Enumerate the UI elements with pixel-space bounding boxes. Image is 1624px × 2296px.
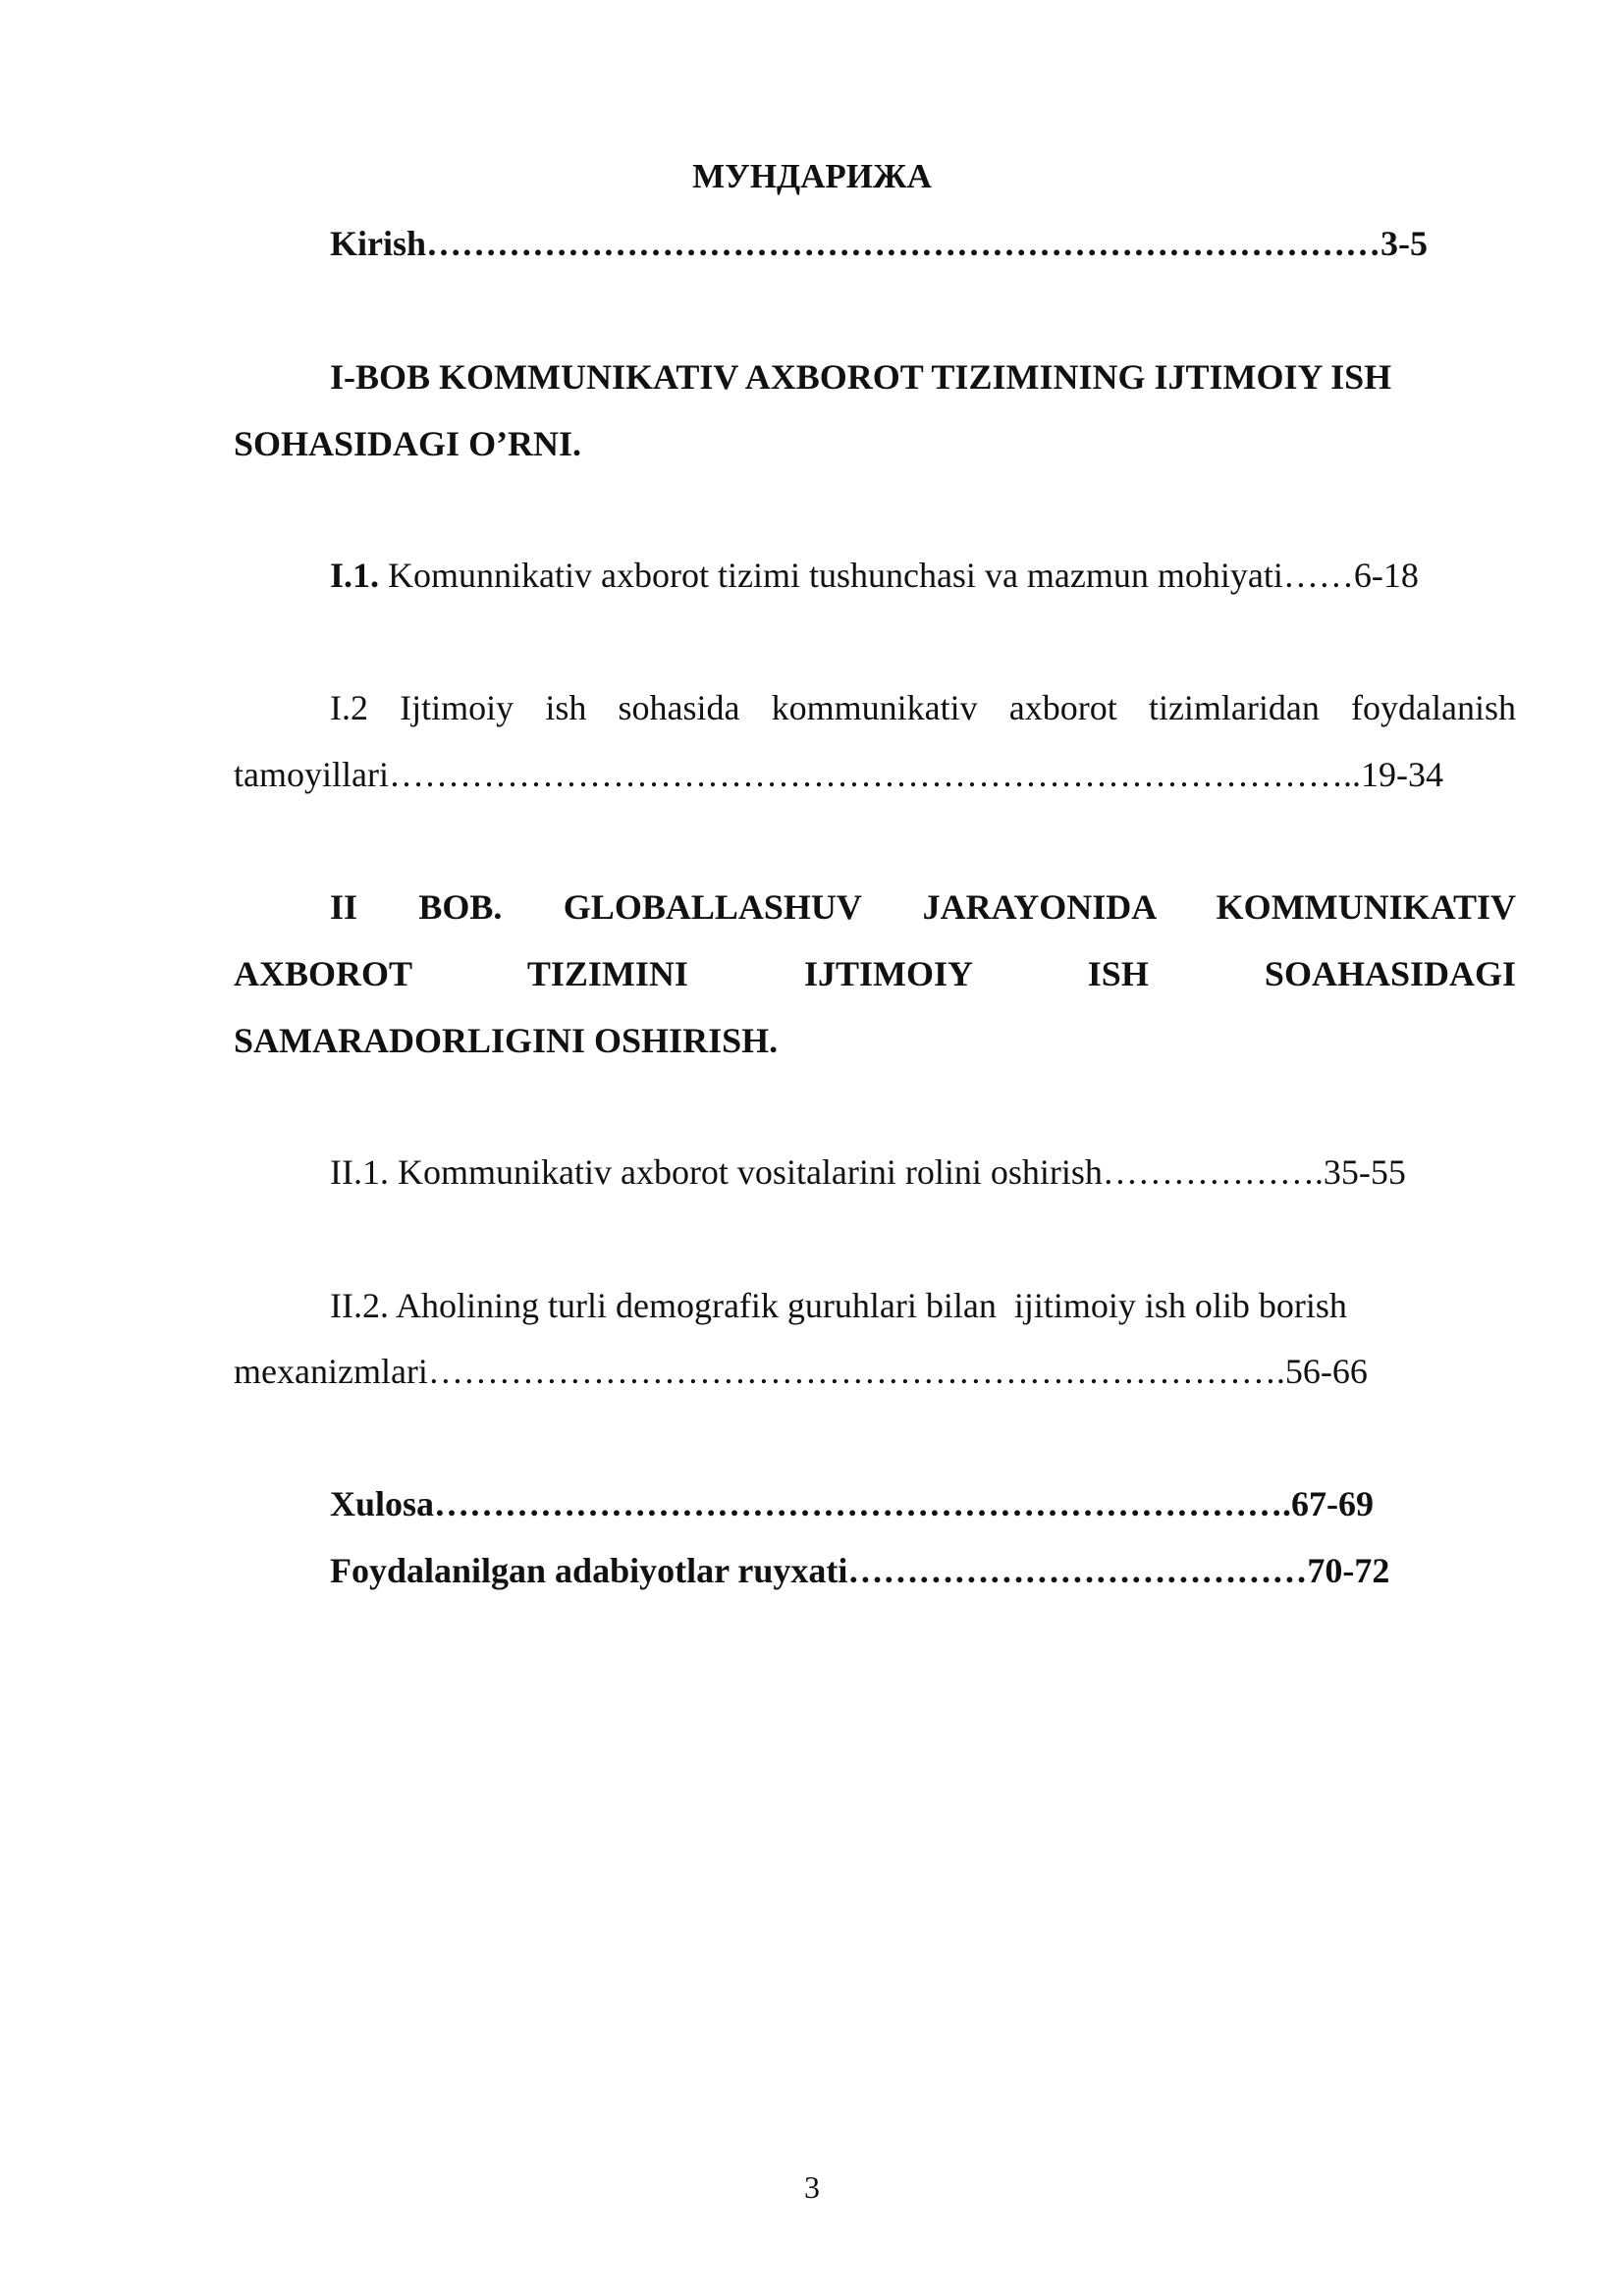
toc-entry-section-1-2-line1: I.2 Ijtimoiy ish sohasida kommunikativ axborot tizimlaridan foydalanish [330,688,1516,727]
toc-entry-section-1-2-line2: tamoyillari………………………………………………………………………..19-34 [234,755,1443,794]
toc-chapter1-heading-line1: I-BOB KOMMUNIKATIV AXBOROT TIZIMINING IJTIMOIY ISH [330,357,1392,397]
page-number: 3 [804,2169,820,2205]
toc-chapter2-heading-line1: II BOB. GLOBALLASHUV JARAYONIDA KOMMUNIKATIV [330,887,1516,927]
toc-chapter2-heading-line2: AXBOROT TIZIMINI IJTIMOIY ISH SOAHASIDAGI [234,954,1516,993]
section-number: I.1. [330,556,380,595]
toc-entry-adabiyotlar: Foydalanilgan adabiyotlar ruyxati…………………………………70-72 [330,1551,1390,1590]
toc-entry-xulosa: Xulosa……………………………………………………………….67-69 [330,1484,1375,1523]
toc-entry-section-2-1: II.1. Kommunikativ axborot vositalarini rolini oshirish……………….35-55 [330,1152,1406,1192]
toc-entry-section-2-2-line2: mexanizmlari……………………………………………………………….56-66 [234,1352,1368,1391]
toc-entry-section-2-2-line1: II.2. Aholining turli demografik guruhlari bilan ijitimoiy ish olib borish [330,1286,1347,1325]
toc-chapter2-heading-line3: SAMARADORLIGINI OSHIRISH. [234,1021,779,1060]
toc-entry-kirish: Kirish………………………………………………………………………3-5 [330,224,1429,263]
toc-title: МУНДАРИЖА [692,157,932,195]
section-text: Komunnikativ axborot tizimi tushunchasi va mazmun mohiyati……6-18 [379,556,1419,595]
toc-entry-section-1-1 [330,554,1419,597]
toc-chapter1-heading-line2: SOHASIDAGI O’RNI. [234,424,582,463]
